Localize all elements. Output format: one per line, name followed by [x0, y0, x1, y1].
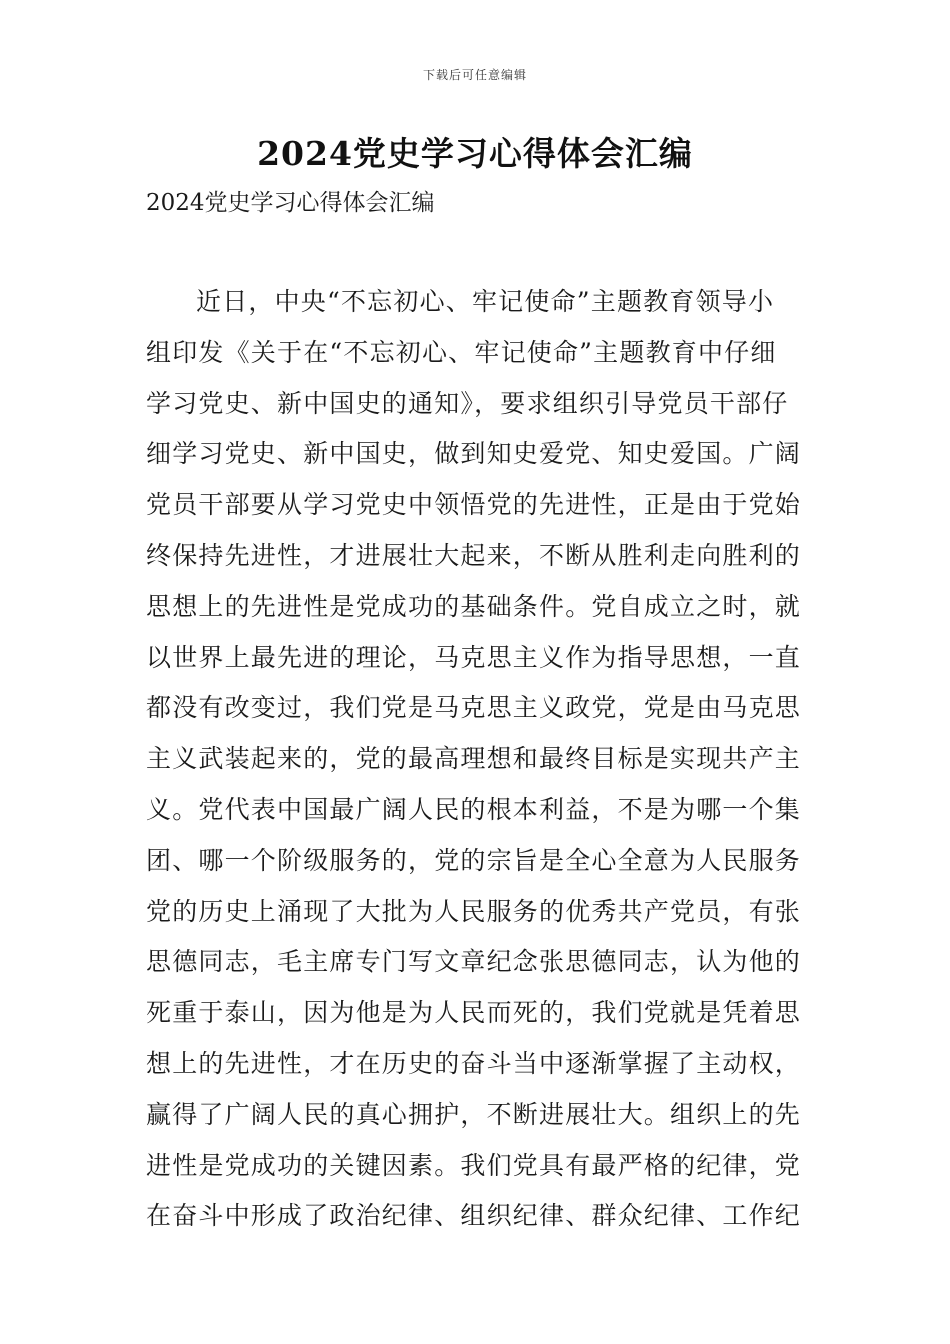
body-line: 近日，中央“不忘初心、牢记使命”主题教育领导小	[196, 287, 775, 316]
body-line: 主义武装起来的，党的最高理想和最终目标是实现共产主	[146, 744, 802, 774]
body-line: 义。党代表中国最广阔人民的根本利益，不是为哪一个集	[146, 794, 802, 824]
body-line: 组印发《关于在“不忘初心、牢记使命”主题教育中仔细	[146, 337, 777, 367]
body-paragraph	[146, 277, 806, 1242]
body-line: 想上的先进性，才在历史的奋斗当中逐渐掌握了主动权，	[146, 1048, 802, 1078]
body-line: 进性是党成功的关键因素。我们党具有最严格的纪律，党	[146, 1150, 802, 1180]
body-line: 都没有改变过，我们党是马克思主义政党，党是由马克思	[146, 693, 802, 723]
body-line: 团、哪一个阶级服务的，党的宗旨是全心全意为人民服务	[146, 845, 802, 875]
body-line: 死重于泰山，因为他是为人民而死的，我们党就是凭着思	[146, 998, 802, 1028]
document-subtitle: 2024党史学习心得体会汇编	[146, 190, 435, 216]
body-line: 细学习党史、新中国史，做到知史爱党、知史爱国。广阔	[146, 439, 802, 469]
body-line: 赢得了广阔人民的真心拥护，不断进展壮大。组织上的先	[146, 1099, 802, 1129]
body-line: 以世界上最先进的理论，马克思主义作为指导思想，一直	[146, 642, 802, 672]
body-line: 思想上的先进性是党成功的基础条件。党自成立之时，就	[146, 591, 802, 621]
header-note: 下载后可任意编辑	[422, 68, 527, 82]
document-title: 2024党史学习心得体会汇编	[257, 134, 693, 173]
body-line: 在奋斗中形成了政治纪律、组织纪律、群众纪律、工作纪	[146, 1201, 802, 1231]
body-line: 终保持先进性，才进展壮大起来，不断从胜利走向胜利的	[146, 540, 802, 570]
body-line: 党员干部要从学习党史中领悟党的先进性，正是由于党始	[146, 490, 802, 520]
body-line: 思德同志，毛主席专门写文章纪念张思德同志，认为他的	[146, 947, 802, 977]
body-line: 学习党史、新中国史的通知》，要求组织引导党员干部仔	[146, 388, 789, 418]
body-line: 党的历史上涌现了大批为人民服务的优秀共产党员，有张	[146, 896, 802, 926]
